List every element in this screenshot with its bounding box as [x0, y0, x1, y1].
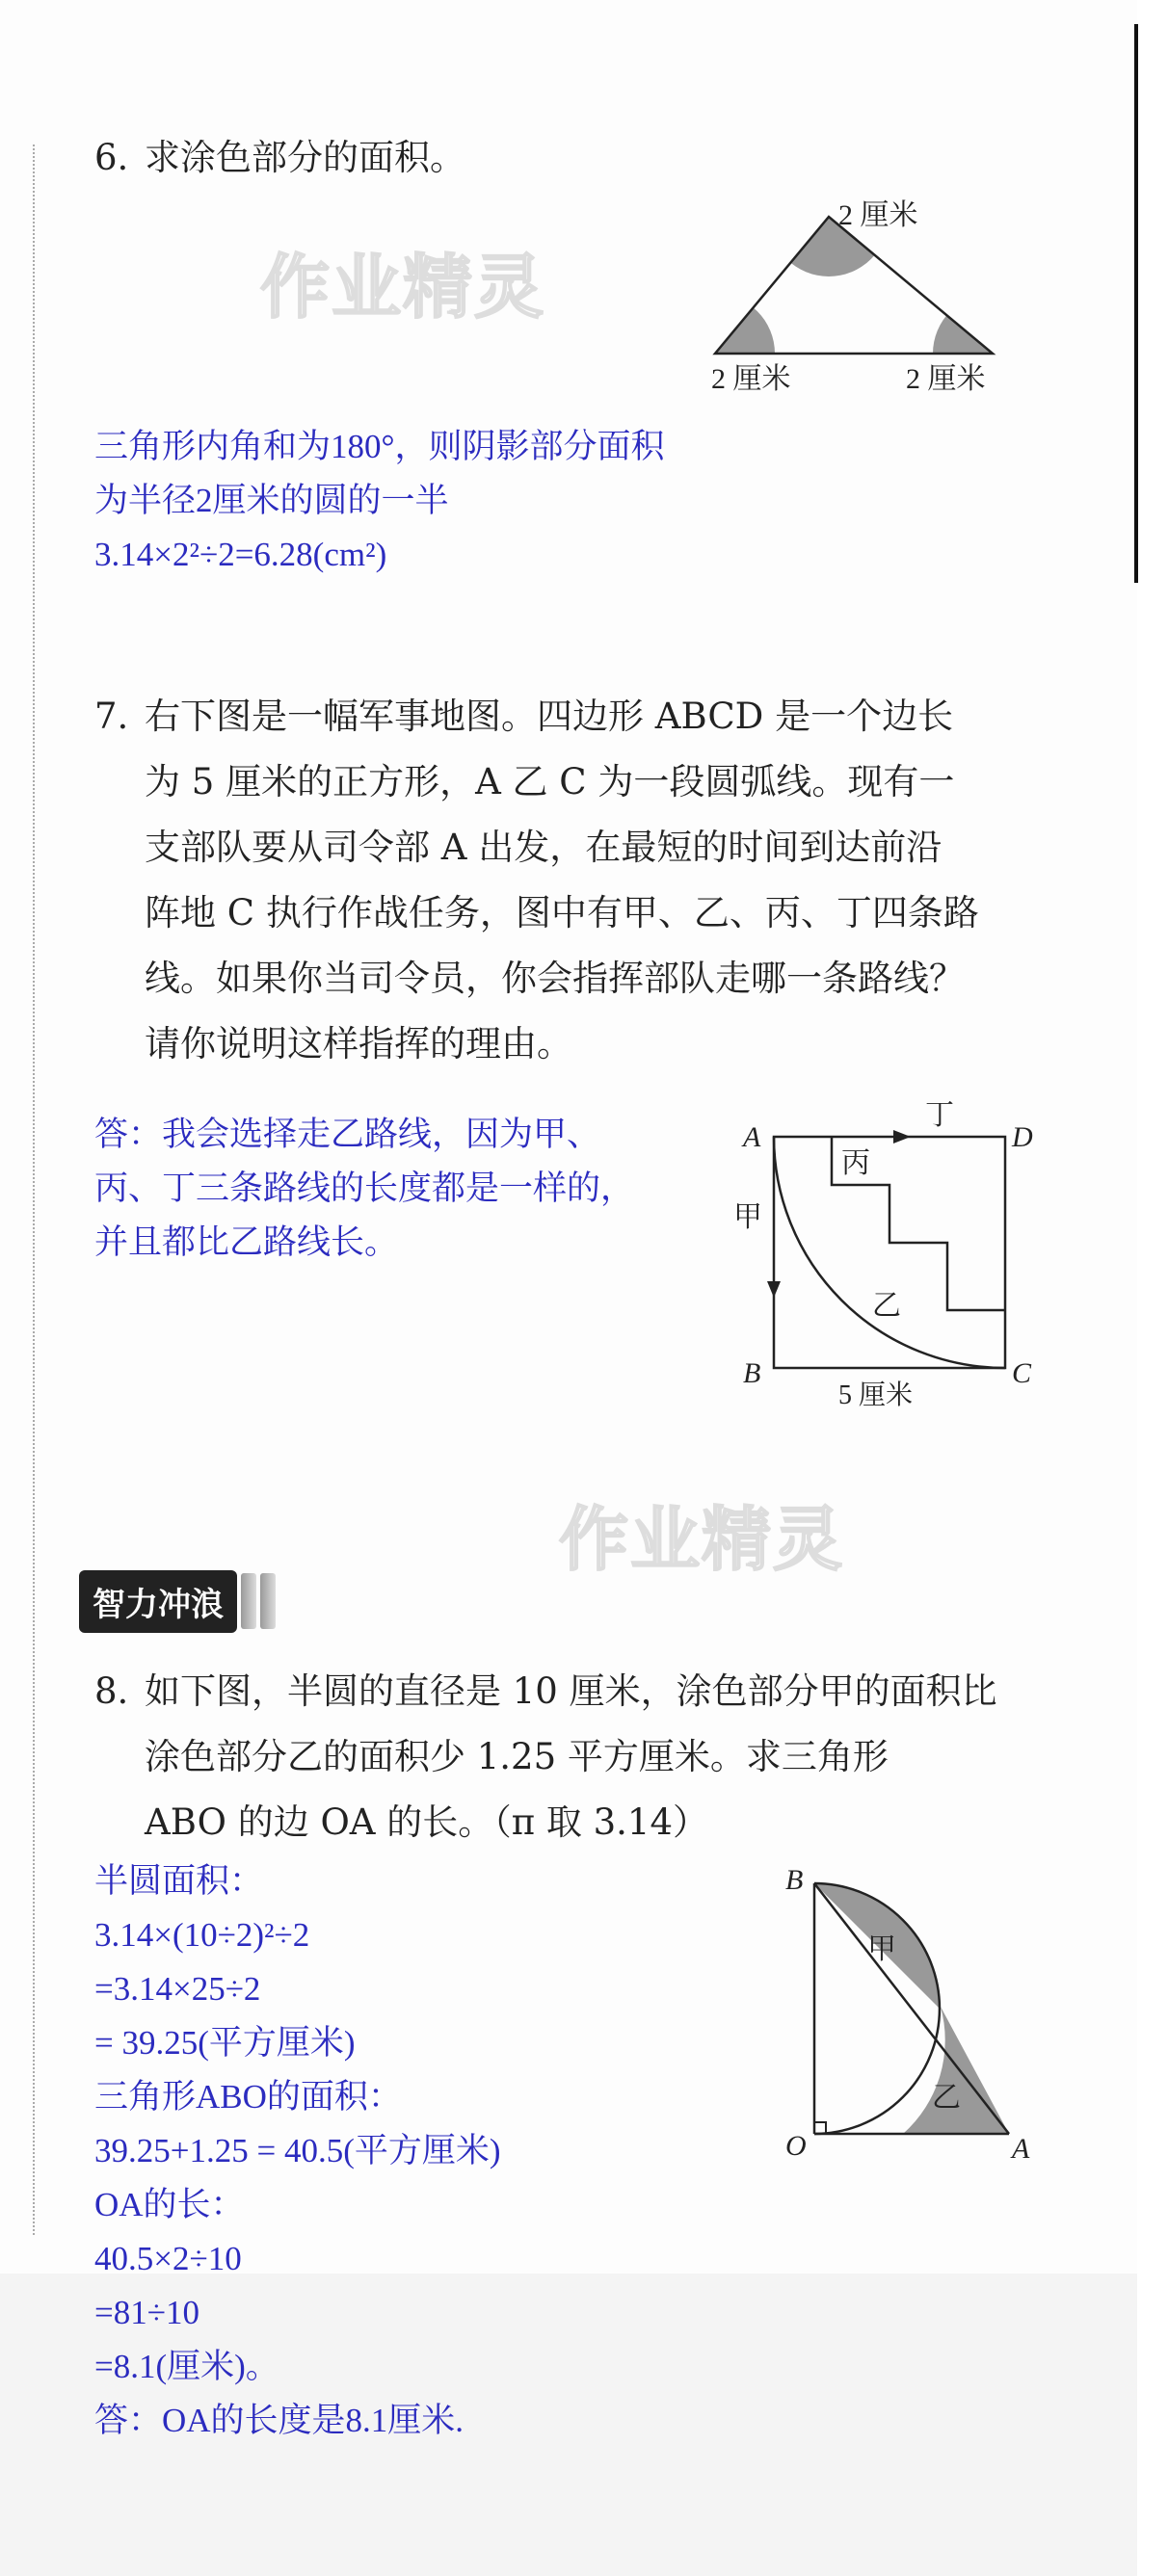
watermark: 作业精灵: [260, 247, 546, 328]
question-8: [94, 1659, 1058, 1855]
label-top: 2 厘米: [838, 199, 918, 231]
question-line: 右下图是一幅军事地图。四边形 ABCD 是一个边长: [145, 696, 954, 737]
right-angle-mark: [814, 2122, 826, 2134]
question-text: 求涂色部分的面积。: [145, 137, 465, 178]
answer-line: 并且都比乙路线长。: [94, 1223, 399, 1261]
margin-line: [33, 145, 35, 2235]
answer-line: =8.1(厘米)。: [94, 2348, 279, 2385]
answer-line: = 39.25(平方厘米): [94, 2024, 356, 2062]
arc-route-yi: [774, 1137, 1005, 1368]
answer-6: [94, 420, 665, 582]
semicircle-figure: [766, 1854, 1055, 2192]
answer-line: 三角形内角和为180°，则阴影部分面积: [94, 428, 665, 465]
arrow-ding: [893, 1130, 911, 1143]
watermark: 作业精灵: [559, 1499, 845, 1580]
question-line: 请你说明这样指挥的理由。: [145, 1023, 572, 1065]
question-line: 线。如果你当司令员，你会指挥部队走哪一条路线？: [145, 958, 965, 999]
label-O: O: [785, 2130, 807, 2162]
question-line: 如下图，半圆的直径是 10 厘米，涂色部分甲的面积比: [145, 1670, 997, 1712]
label-A: A: [743, 1121, 761, 1153]
label-yi: 乙: [932, 2082, 961, 2114]
answer-line: 39.25+1.25 = 40.5(平方厘米): [94, 2132, 501, 2169]
question-line: 涂色部分乙的面积少 1.25 平方厘米。求三角形: [145, 1736, 889, 1777]
answer-8: [94, 1854, 501, 2448]
answer-line: 三角形ABO的面积：: [94, 2078, 402, 2116]
label-ding: 丁: [925, 1099, 954, 1131]
answer-line: 半圆面积：: [94, 1862, 264, 1900]
label-jia: 甲: [867, 1933, 896, 1965]
label-A: A: [1012, 2133, 1030, 2165]
answer-line: 答：OA的长度是8.1厘米.: [94, 2402, 465, 2439]
question-6: [94, 125, 465, 191]
answer-line: 答：我会选择走乙路线，因为甲、: [94, 1116, 601, 1153]
triangle-figure: [703, 188, 1031, 400]
question-line: 支部队要从司令部 A 出发，在最短的时间到达前沿: [145, 827, 942, 868]
label-C: C: [1012, 1357, 1032, 1389]
section-tag: [79, 1570, 276, 1632]
question-number: 7.: [94, 696, 129, 737]
tag-decoration: [241, 1573, 256, 1629]
label-D: D: [1012, 1121, 1033, 1153]
label-B: B: [785, 1864, 804, 1896]
answer-7: [94, 1108, 634, 1270]
answer-line: =81÷10: [94, 2294, 199, 2331]
question-number: 6.: [94, 137, 129, 178]
answer-line: 40.5×2÷10: [94, 2240, 242, 2277]
side-ba: [814, 1883, 1009, 2134]
question-line: ABO 的边 OA 的长。（π 取 3.14）: [145, 1801, 708, 1843]
question-line: 为 5 厘米的正方形，A 乙 C 为一段圆弧线。现有一: [145, 761, 955, 802]
tag-decoration: [260, 1573, 276, 1629]
label-jia: 甲: [733, 1201, 762, 1233]
answer-line: 3.14×2²÷2=6.28(cm²): [94, 536, 387, 573]
label-side: 5 厘米: [838, 1380, 914, 1410]
label-yi: 乙: [872, 1290, 901, 1322]
label-B: B: [743, 1357, 761, 1389]
map-figure: [728, 1093, 1046, 1411]
square-abcd: [774, 1137, 1005, 1368]
binding-edge: [1134, 24, 1138, 583]
answer-line: =3.14×25÷2: [94, 1970, 261, 2008]
answer-line: 3.14×(10÷2)²÷2: [94, 1916, 310, 1954]
answer-line: 丙、丁三条路线的长度都是一样的，: [94, 1170, 635, 1207]
question-number: 8.: [94, 1670, 129, 1712]
question-7: [94, 684, 1058, 1077]
page-edge: [1137, 0, 1168, 2576]
section-title: 智力冲浪: [79, 1570, 237, 1633]
label-left: 2 厘米: [711, 363, 791, 395]
answer-line: 为半径2厘米的圆的一半: [94, 482, 449, 519]
arrow-jia: [767, 1281, 781, 1298]
question-line: 阵地 C 执行作战任务，图中有甲、乙、丙、丁四条路: [145, 892, 979, 933]
label-right: 2 厘米: [906, 363, 986, 395]
label-bing: 丙: [841, 1147, 870, 1179]
answer-line: OA的长：: [94, 2186, 245, 2223]
